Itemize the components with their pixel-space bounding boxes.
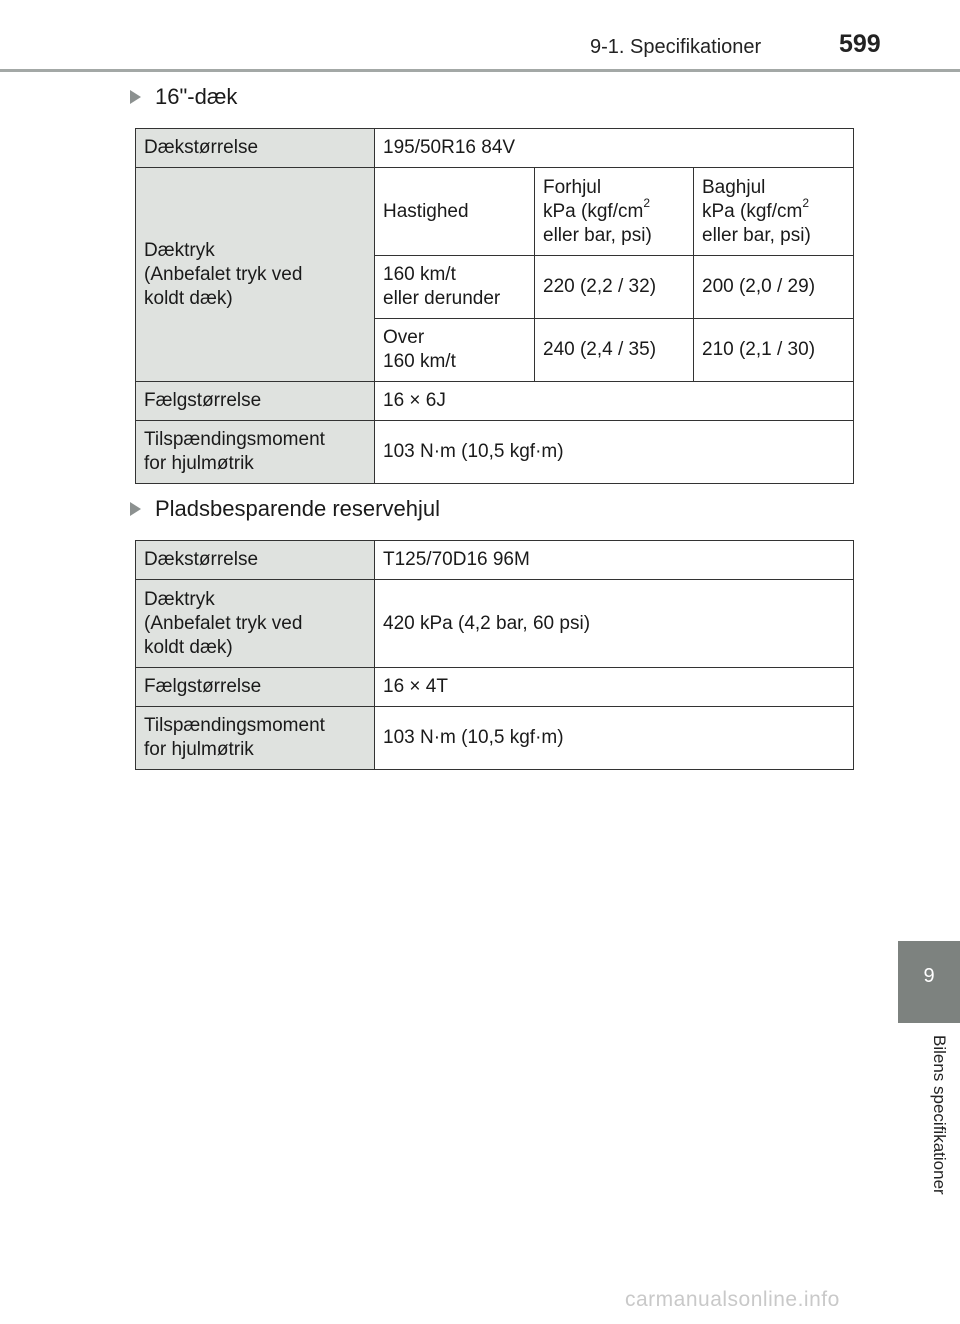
tire-size-label: Dækstørrelse [136,129,375,168]
chapter-tab[interactable] [898,941,960,1023]
chapter-label: Bilens specifikationer [930,1035,949,1195]
rim-size-value: 16 × 6J [375,382,854,421]
header-rule [0,69,960,72]
heading-spare-wheel [130,496,440,522]
bullet-arrow-icon [130,90,141,104]
table-row [136,129,854,168]
torque-label: Tilspændingsmoment for hjulmøtrik [136,707,375,770]
table-row [136,382,854,421]
tire-size-value: 195/50R16 84V [375,129,854,168]
torque-label: Tilspændingsmoment for hjulmøtrik [136,421,375,484]
torque-value: 103 N·m (10,5 kgf·m) [375,707,854,770]
watermark: carmanualsonline.info [625,1288,840,1311]
rim-size-value: 16 × 4T [375,668,854,707]
table-row [136,421,854,484]
chapter-number: 9 [923,965,935,987]
front-wheel-header: Forhjul kPa ($kgf/cm^2$ eller bar, psi) [535,168,694,256]
rear-pressure-cell: 210 (2,1 / 30) [694,319,854,382]
table-row [136,668,854,707]
front-pressure-cell: 240 (2,4 / 35) [535,319,694,382]
heading-16-inch-tires [130,84,237,110]
front-pressure-cell: 220 (2,2 / 32) [535,256,694,319]
tire-size-value: T125/70D16 96M [375,541,854,580]
tire-size-label: Dækstørrelse [136,541,375,580]
torque-value: 103 N·m (10,5 kgf·m) [375,421,854,484]
heading-text: 16"-dæk [155,84,238,109]
speed-header: Hastighed [375,168,535,256]
pressure-value: 420 kPa (4,2 bar, 60 psi) [375,580,854,668]
section-title: 9-1. Specifikationer [590,36,762,58]
bullet-arrow-icon [130,502,141,516]
speed-cell: Over 160 km/t [375,319,535,382]
spec-table-16-inch [135,128,854,484]
table-row [136,580,854,668]
rim-size-label: Fælgstørrelse [136,382,375,421]
spec-table-spare-wheel [135,540,854,770]
pressure-label: Dæktryk (Anbefalet tryk ved koldt dæk) [136,168,375,382]
rear-pressure-cell: 200 (2,0 / 29) [694,256,854,319]
speed-cell: 160 km/t eller derunder [375,256,535,319]
rear-wheel-header: Baghjul kPa ($kgf/cm^2$ eller bar, psi) [694,168,854,256]
table-row [136,168,854,256]
rim-size-label: Fælgstørrelse [136,668,375,707]
page-number: 599 [839,30,881,58]
pressure-label: Dæktryk (Anbefalet tryk ved koldt dæk) [136,580,375,668]
table-row [136,541,854,580]
heading-text: Pladsbesparende reservehjul [155,496,440,521]
table-row [136,707,854,770]
